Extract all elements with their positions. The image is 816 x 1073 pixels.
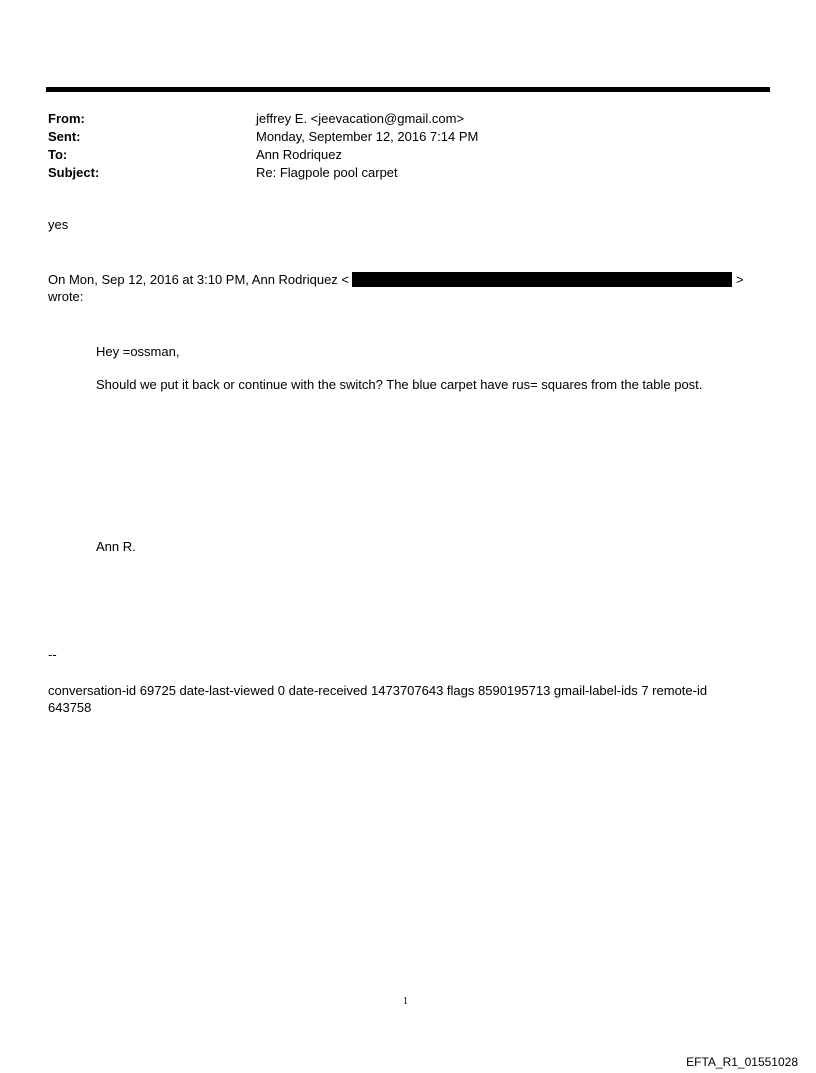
- header-rule: [46, 87, 770, 92]
- to-row: [48, 146, 478, 164]
- meta-line-1: conversation-id 69725 date-last-viewed 0 date-received 1473707643 flags 8590195713 gmail-label-ids 7 remote-id: [48, 683, 708, 698]
- from-label: From:: [48, 111, 85, 126]
- bates-number: EFTA_R1_01551028: [686, 1055, 798, 1069]
- sent-label: Sent:: [48, 129, 81, 144]
- meta-line-2: 643758: [48, 700, 92, 715]
- quote-wrote: wrote:: [48, 289, 84, 304]
- from-value: jeffrey E. <jeevacation@gmail.com>: [256, 111, 465, 126]
- separator: --: [48, 647, 57, 662]
- subject-label: Subject:: [48, 165, 100, 180]
- sent-value: Monday, September 12, 2016 7:14 PM: [256, 129, 479, 144]
- quote-close: >: [736, 272, 744, 287]
- email-header: [48, 110, 478, 182]
- redaction-bar: [352, 272, 732, 287]
- signature: Ann R.: [96, 539, 136, 554]
- greeting: Hey =ossman,: [96, 344, 180, 359]
- to-value: Ann Rodriquez: [256, 147, 342, 162]
- subject-row: [48, 164, 478, 182]
- reply-text: yes: [48, 217, 69, 232]
- to-label: To:: [48, 147, 68, 162]
- subject-value: Re: Flagpole pool carpet: [256, 165, 398, 180]
- message: Should we put it back or continue with the switch? The blue carpet have rus= squares from the table post.: [96, 377, 703, 392]
- from-row: [48, 110, 478, 128]
- page-number: 1: [403, 996, 408, 1007]
- sent-row: [48, 128, 478, 146]
- quote-intro: On Mon, Sep 12, 2016 at 3:10 PM, Ann Rodriquez <: [48, 272, 349, 287]
